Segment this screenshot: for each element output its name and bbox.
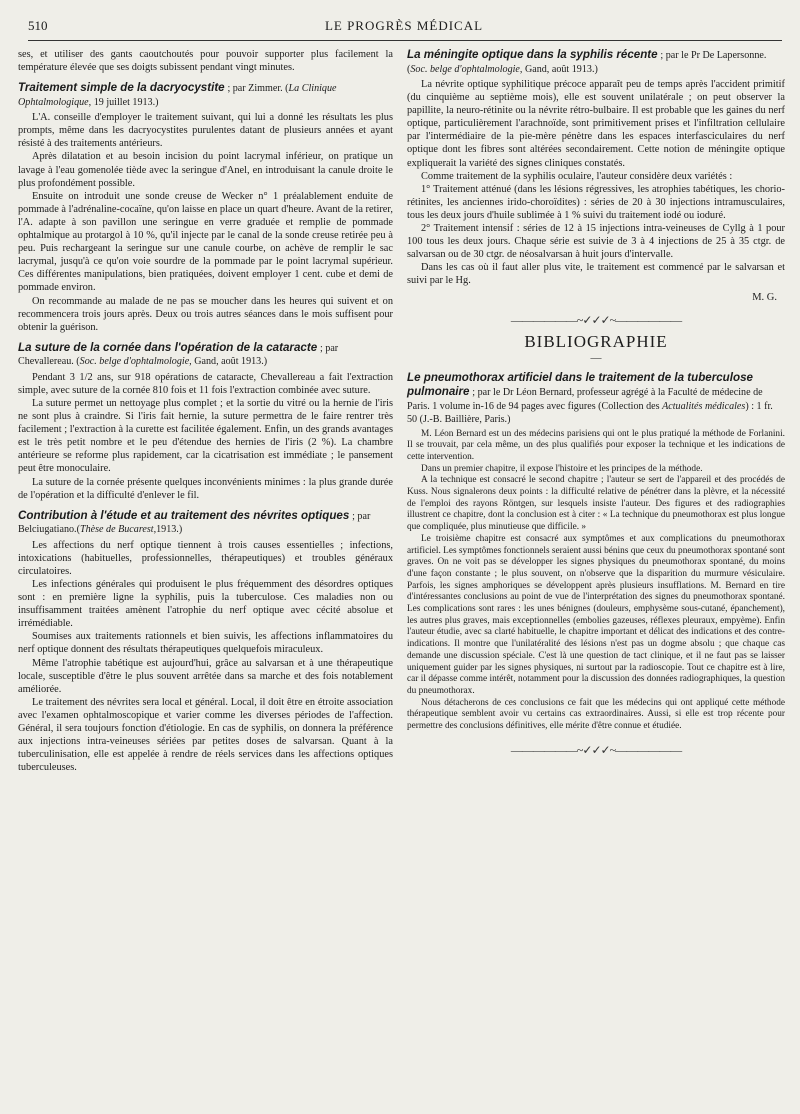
paragraph: On recommande au malade de ne pas se moucher dans les heures qui suivent et on recommencera trois jours après. Deux ou trois autres séances dans le mois suffisent pour obtenir la guérison. <box>18 295 393 333</box>
paragraph: L'A. conseille d'employer le traitement suivant, qui lui a donné les résultats les plus prompts, même dans les dacryocystites purulentes datant de plusieurs années et ayant résisté à des traitements antérieurs. <box>18 112 393 150</box>
page-number: 510 <box>28 18 48 33</box>
paragraph: Dans les cas où il faut aller plus vite, le traitement est commencé par le salvarsan et suivi par le Hg. <box>407 262 785 287</box>
left-column <box>18 48 393 774</box>
article-title: La suture de la cornée dans l'opération de la cataracte <box>18 340 318 354</box>
running-title: LE PROGRÈS MÉDICAL <box>324 18 484 33</box>
article-meta-pre: ; par Belciugatiano.( <box>18 510 371 536</box>
article-meta-post: 1913.) <box>156 524 183 536</box>
right-column <box>407 48 785 762</box>
header-rule <box>28 40 782 41</box>
paragraph: Même l'atrophie tabétique est aujourd'hui, grâce au salvarsan et à une thérapeutique locale, susceptible d'être le plus souvent arrêtée dans sa marche et des fois notablement améliorée. <box>18 657 393 695</box>
article-meta-pre: ; par Chevallereau. ( <box>18 342 339 368</box>
paragraph: M. Léon Bernard est un des médecins parisiens qui ont le plus pratiqué la méthode de Forlanini. Il se trouvait, par cela même, un des plus qualifiés pour exposer la technique et les indications de cette intervention. <box>407 428 785 462</box>
paragraph: Le troisième chapitre est consacré aux symptômes et aux complications du pneumothorax artificiel. Les symptômes fonctionnels seraient aussi bénins que ceux du pneumothorax spontané sont graves. On ne voit pas se développer les signes physiques du pneumothorax spontané, du moins d'une façon constante ; le plus souvent, on n'observe que la disparition du murmure vésiculaire. Parfois, les signes amphoriques se développent après plusieurs insufflations. M. Bernard en tire d'intéressantes conclusions au point de vue de l'interprétation des signes du pneumothorax spontané. Les complications sont rares : les unes bénignes (douleurs, emphysème sous-cutané, épanchement), les autres plus graves, mais exceptionnelles (embolies gazeuses, réflexes pleuraux, empyème). Enfin l'auteur étudie, avec sa clarté habituelle, le chapitre important et délicat des indications et des contre-indications. Il montre que l'unilatéralité des lésions n'est pas un dogme absolu ; que chaque cas demande une discussion spéciale. C'est là une question de tact clinique, et il ne faut pas se laisser uniquement guider par les signes physiques, ni surtout par la radioscopie. Tout ce chapitre est à lire, car il dépasse comme intérêt, notamment pour la discussion des données radiographiques, la question du pneumothorax. <box>407 533 785 696</box>
paragraph: Les affections du nerf optique tiennent à trois causes essentielles ; infections, intoxications (habituelles, professionnelles, thérapeutiques) et troubles généraux circulatoires. <box>18 539 393 577</box>
page-header <box>18 14 790 36</box>
article-source: Actualités médicales <box>662 400 746 412</box>
paragraph: Dans un premier chapitre, il expose l'histoire et les principes de la méthode. <box>421 463 703 474</box>
paragraph: La suture permet un nettoyage plus complet ; et la sortie du vitré ou la hernie de l'iris ne sont plus à craindre. Si l'iris fait hernie, la suture permettra de le faire rentrer très facilement ; l'extraction à la curette est facilitée également. Enfin, un des grands avantages est le très petit nombre et le peu d'étendue des hernies de l'iris (2 %). La chambre antérieure se reforme plus rapidement, car la cicatrisation est immédiate ; le pansement peut être monoculaire. <box>18 397 393 475</box>
end-ornament: ——————~✓✓✓~—————— <box>510 742 682 757</box>
article-title: Traitement simple de la dacryocystite <box>18 81 225 95</box>
article-title: Le pneumothorax artificiel dans le traitement de la tuberculose pulmonaire <box>407 370 753 398</box>
paragraph: La névrite optique syphilitique précoce apparaît peu de temps après l'accident primitif (du cinquième au septième mois), elle est souvent unilatérale ; on peut observer la papillite, la neuro-rétinite ou la névrite rétro-bulbaire. Il est probable que les gaines du nerf optique, particulièrement l'arachnoïde, sont primitivement prises et l'infiltration cellulaire par l'intermédiaire de la pie-mère pénètre dans les espaces interfasciculaires du nerf optique dont les fibres sont altérées secondairement. Cette notion de méningite optique expliquerait la variété des signes cliniques constatés. <box>407 79 785 169</box>
article-meta-pre: ; par le Pr De Lapersonne. ( <box>407 50 767 75</box>
article-title: La méningite optique dans la syphilis récente <box>407 48 658 61</box>
journal-page <box>18 14 790 1104</box>
article-meta-post: ) : 1 fr. 50 (J.-B. Baillière, Paris.) <box>407 400 773 425</box>
article-heading <box>18 509 393 537</box>
paragraph: Le traitement des névrites sera local et général. Local, il doit être en étroite association avec l'examen ophtalmoscopique et varier comme les diverses périodes de l'affection. Général, il sera toujours fonction d'étiologie. En cas de syphilis, on donnera la préférence aux injections intra-veineuses sériées par petites doses de salvarsan. Quant à la tuberculinisation, elle est appelée à rendre de réels services dans les affections optiques tuberculeuses. <box>18 696 393 774</box>
article-meta-post: Gand, août 1913.) <box>191 356 268 368</box>
paragraph: 1° Traitement atténué (dans les lésions régressives, les atrophies tabétiques, les chorio-rétinites, les anciennes irido-choroïdites) : séries de 20 à 30 injections intramusculaires, tous les deux jours d'huile sublimée à 1 % suivi du traitement iodé ou ioduré. <box>407 183 785 221</box>
article-source: Soc. belge d'ophtalmologie, <box>410 63 523 75</box>
author-signature: M. G. <box>752 291 777 303</box>
article-source: La Clinique Ophtalmologique, <box>18 83 337 108</box>
article-meta-post: Gand, août 1913.) <box>522 63 598 75</box>
paragraph: Ensuite on introduit une sonde creuse de Wecker n° 1 préalablement enduite de pommade à l'adrénaline-cocaïne, qu'on laisse en place un quart d'heure. Avant de la retirer, l'A. adapte à son pavillon une seringue en verre graduée et remplie de pommade ophtalmique au protargol à 10 %, qu'il injecte par le canal de la sonde creuse retirée peu à peu. Puis rechargeant la seringue sur une canule courbe, on achève de remplir le sac lacrymal, jusqu'à ce qu'on voie sourdre de la pommade par le point lacrymal supérieur. Ces différentes manipulations, bien pratiquées, doivent employer 1 cent. cube et demi de pommade environ. <box>18 190 393 294</box>
paragraph: La suture de la cornée présente quelques inconvénients minimes : la plus grande durée de l'opération et la difficulté d'enlever le fil. <box>18 476 393 501</box>
paragraph: Les infections générales qui produisent le plus fréquemment des désordres optiques sont : en première ligne la syphilis, puis la tuberculose. Ces maladies non ou insuffisamment traitées amènent l'atrophie du nerf optique avec cécité absolue et irrémédiable. <box>18 579 393 630</box>
paragraph: Soumises aux traitements rationnels et bien suivis, les affections inflammatoires du nerf optique donnent des résultats thérapeutiques quelquefois miraculeux. <box>18 631 393 656</box>
section-ornament: ——————~✓✓✓~—————— <box>510 312 682 327</box>
article-source: Soc. belge d'ophtalmologie, <box>79 356 192 368</box>
article-heading <box>18 81 393 109</box>
article-meta-pre: ; par le Dr Léon Bernard, professeur agrégé à la Faculté de médecine de Paris. 1 volume in-16 de 94 pages avec figures (Collection des <box>407 387 763 412</box>
paragraph: A la technique est consacré le second chapitre ; l'auteur se sert de l'appareil et des procédés de Kuss. Nous signalerons deux points : la difficulté relative de pénétrer dans la plèvre, et la nécessité de l'emploi des rayons Röntgen, sur lesquels insiste l'auteur. Des figures et des radiographies illustrent ce chapitre, dont la conclusion est à citer : « La technique du pneumothorax est plus longue que compliquée, plus minutieuse que difficile. » <box>407 475 785 533</box>
continued-paragraph: ses, et utiliser des gants caoutchoutés pour pouvoir supporter plus facilement la température élevée que ses doigts subissent pendant vingt minutes. <box>18 49 393 74</box>
paragraph: Après dilatation et au besoin incision du point lacrymal inférieur, on pratique un lavage à l'eau gomenolée tiède avec la seringue d'Anel, en introduisant la canule droite le plus profondément possible. <box>18 151 393 189</box>
article-title: Contribution à l'étude et au traitement des névrites optiques <box>18 508 350 522</box>
section-title: BIBLIOGRAPHIE <box>524 331 668 351</box>
section-dash: — <box>590 351 602 364</box>
article-meta-pre: ; par Zimmer. ( <box>227 83 289 95</box>
article-heading <box>407 48 785 76</box>
article-heading <box>407 371 785 427</box>
paragraph: 2° Traitement intensif : séries de 12 à 15 injections intra-veineuses de Cyllg à 1 pour 100 tous les deux jours. Chaque série est suivie de 3 à 4 injections de 25 à 35 ctgr. de salvarsan ou de 30 ctgr. de néosalvarsan à huit jours d'intervalle. <box>407 223 785 261</box>
paragraph: Nous détacherons de ces conclusions ce fait que les médecins qui ont appliqué cette méthode thérapeutique semblent avoir vu certains cas extraordinaires. Aussi, si elle est trop récente pour permettre des conclusions définitives, elle mérite d'être connue et étudiée. <box>407 697 785 732</box>
article-heading <box>18 341 393 369</box>
paragraph: Pendant 3 1/2 ans, sur 918 opérations de cataracte, Chevallereau a fait l'extraction simple, avec suture de la cornée 810 fois et 11 fois l'extraction combinée avec suture. <box>18 371 393 396</box>
article-source: Thèse de Bucarest, <box>79 524 157 536</box>
paragraph: Comme traitement de la syphilis oculaire, l'auteur considère deux variétés : <box>421 170 733 182</box>
article-meta-post: 19 juillet 1913.) <box>91 96 159 108</box>
